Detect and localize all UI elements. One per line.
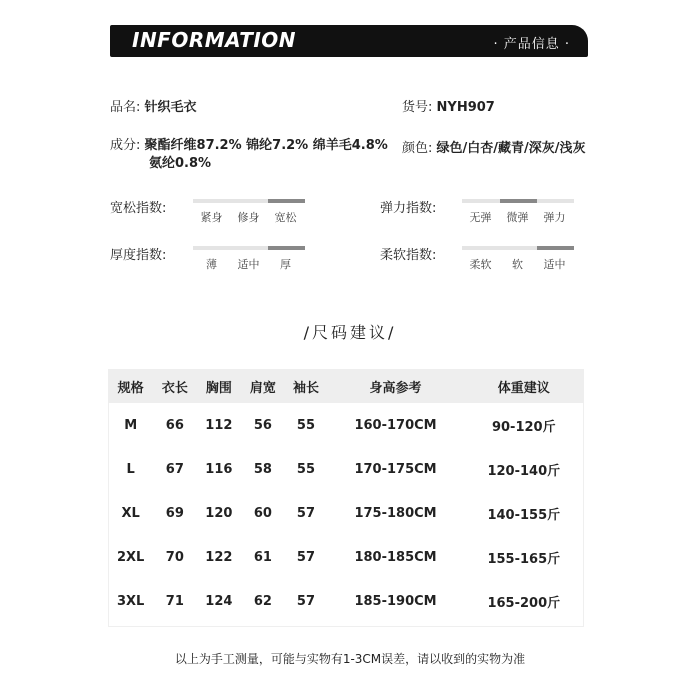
product-code-label: 货号: [402,100,433,115]
size-table-cell: 55 [296,417,315,433]
color-value: 绿色/白杏/藏青/深灰/浅灰 [436,141,586,156]
size-table-cell: 140-155斤 [487,507,561,523]
thickness-option: 厚 [280,258,291,271]
color-row [402,137,586,156]
size-table-cell: 122 [205,549,233,565]
size-table-cell: 160-170CM [354,417,437,433]
size-table-cell: 112 [205,417,233,433]
size-table-cell: 180-185CM [354,549,437,565]
size-table-cell: 58 [253,461,272,477]
softness-scale [462,246,574,276]
header-cell: 体重建议 [464,369,584,403]
softness-level [537,246,574,250]
size-table [108,369,584,623]
size-section-title: /尺码建议/ [303,323,397,342]
banner-title: INFORMATION [132,28,297,52]
size-table-cell: 120 [205,505,233,521]
size-table-cell: M [124,417,138,433]
elasticity-level [500,199,537,203]
product-name-label: 品名: [110,100,141,115]
size-table-cell: 66 [165,417,184,433]
product-name-value: 针织毛衣 [144,100,197,115]
size-table-cell: 90-120斤 [491,419,556,435]
size-table-row [108,491,584,535]
size-table-cell: 185-190CM [354,593,437,609]
elasticity-option: 微弹 [506,211,529,224]
size-table-cell: 69 [165,505,184,521]
measurement-footnote: 以上为手工测量，可能与实物有1-3CM误差，请以收到的实物为准 [174,652,526,666]
header-cell: 肩宽 [241,369,284,403]
size-table-cell: 67 [165,461,184,477]
header-cell: 规格 [108,369,153,403]
size-table-row [108,579,584,623]
size-table-cell: 175-180CM [354,505,437,521]
looseness-level [268,199,305,203]
product-name-row [110,96,197,115]
size-table-cell: 155-165斤 [487,551,561,567]
size-table-cell: 120-140斤 [487,463,561,479]
elasticity-option: 弹力 [543,211,566,224]
elasticity-option: 无弹 [469,211,492,224]
banner-subtitle: · 产品信息 · [493,37,570,52]
size-table-cell: 57 [296,505,315,521]
size-table-cell: 3XL [116,593,145,609]
header-cell: 身高参考 [328,369,464,403]
looseness-scale [193,199,305,229]
elasticity-scale [462,199,574,229]
thickness-label: 厚度指数: [110,248,167,263]
thickness-level [268,246,305,250]
size-table-cell: 57 [296,593,315,609]
size-table-cell: 165-200斤 [487,595,561,611]
size-table-cell: 116 [205,461,233,477]
material-label: 成分: [110,138,141,153]
looseness-option: 修身 [237,211,260,224]
header-cell: 袖长 [284,369,327,403]
size-table-cell: 70 [165,549,184,565]
size-table-cell: XL [121,505,140,521]
softness-option: 适中 [543,258,566,271]
header-cell: 胸围 [196,369,241,403]
size-table-cell: 61 [253,549,272,565]
thickness-scale [193,246,305,276]
size-table-cell: 60 [253,505,272,521]
size-table-cell: L [126,461,135,477]
size-table-cell: 71 [165,593,184,609]
size-table-cell: 2XL [116,549,145,565]
size-table-header-row [108,369,584,403]
info-banner [110,25,588,57]
softness-option: 软 [512,258,523,271]
size-table-cell: 55 [296,461,315,477]
size-table-cell: 62 [253,593,272,609]
looseness-label: 宽松指数: [110,201,167,216]
header-cell: 衣长 [153,369,196,403]
size-table-row [108,403,584,447]
size-table-cell: 170-175CM [354,461,437,477]
material-value-line1: 聚酯纤维87.2% 锦纶7.2% 绵羊毛4.8% [144,138,388,153]
product-code-row [402,96,495,115]
material-row [110,137,388,173]
softness-option: 柔软 [469,258,492,271]
size-table-cell: 124 [205,593,233,609]
thickness-option: 适中 [237,258,260,271]
elasticity-label: 弹力指数: [380,201,437,216]
looseness-option: 宽松 [274,211,297,224]
product-code-value: NYH907 [436,100,495,115]
softness-label: 柔软指数: [380,248,437,263]
color-label: 颜色: [402,141,433,156]
thickness-option: 薄 [206,258,217,271]
size-table-cell: 57 [296,549,315,565]
looseness-option: 紧身 [200,211,223,224]
size-table-row [108,447,584,491]
size-table-cell: 56 [253,417,272,433]
size-table-row [108,535,584,579]
material-value-line2: 氨纶0.8% [149,156,212,171]
